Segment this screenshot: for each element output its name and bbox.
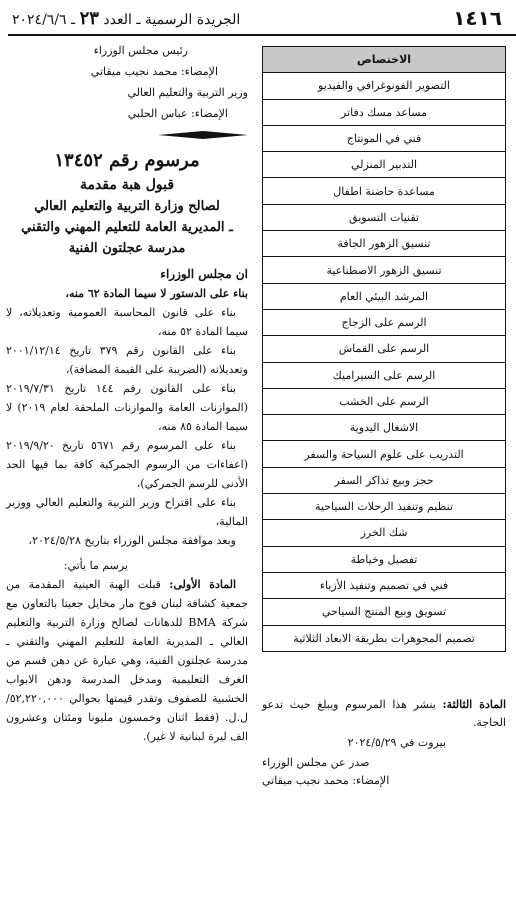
table-row [263,415,506,441]
specialty-cell: الاشغال اليدوية [263,415,506,441]
table-header: الاختصاص [263,47,506,73]
article1-label: المادة الأولى: [169,578,236,591]
header-rule [8,34,516,36]
gazette-title [12,8,240,29]
table-row [263,520,506,546]
basis-3: بناء على القانون رقم ١٤٤ تاريخ ٢٠١٩/٧/٣١ (الموازنات العامة والموازنات الملحقة لعام ٢٠١٩) لا سيما المادة ٨٥ منه، [6,382,249,433]
table-row [263,125,506,151]
table-row [263,204,506,230]
basis-1: بناء على قانون المحاسبة العمومية وتعديلاته، لا سيما المادة ٥٢ منه، [6,306,248,338]
article3-label: المادة الثالثة: [442,698,506,711]
page-number: ١٤١٦ [453,6,502,30]
specialty-cell: تسويق وبيع المنتج السياحي [263,599,506,625]
ornament-divider [158,130,248,140]
table-row [263,467,506,493]
decree-title-2: لصالح وزارة التربية والتعليم العالي [34,199,220,214]
basis-5: بناء على اقتراح وزير التربية والتعليم العالي ووزير المالية، [6,496,248,528]
specialty-cell: التدبير المنزلي [263,152,506,178]
specialty-cell: تنسيق الزهور الاصطناعية [263,257,506,283]
specialty-cell: التصوير الفونوغرافي والفيديو [263,73,506,99]
basis-constitution: بناء على الدستور لا سيما المادة ٦٢ منه، [65,287,248,300]
issue-date: ـ ٢٠٢٤/٦/٦ [12,12,76,28]
decree-title-3: ـ المديرية العامة للتعليم المهني والتقني [21,220,233,235]
minister-signature: الإمضاء: عباس الحلبي [127,107,228,120]
table-row [263,73,506,99]
specialty-cell: الرسم على السيراميك [263,362,506,388]
issued-by: صدر عن مجلس الوزراء [262,756,370,769]
table-row [263,441,506,467]
basis-4: بناء على المرسوم رقم ٥٦٧١ تاريخ ٢٠١٩/٩/٢٠ (اعفاءات من الرسوم الجمركية كافة بما فيها الحد الأدنى للرسم الجمركي)، [6,439,248,490]
specialty-cell: تقنيات التسويق [263,204,506,230]
table-row [263,99,506,125]
specialty-cell: المرشد البيئي العام [263,283,506,309]
left-column [6,40,248,746]
issue-number: ٢٣ [79,8,99,29]
table-row [263,231,506,257]
table-row [263,178,506,204]
article3-block [262,696,506,790]
specialty-cell: شك الخرز [263,520,506,546]
table-row [263,362,506,388]
pm-signature: الإمضاء: محمد نجيب ميقاتي [90,65,218,78]
specialty-cell: تنظيم وتنفيذ الرحلات السياحية [263,494,506,520]
basis-6: وبعد موافقة مجلس الوزراء بتاريخ ٢٠٢٤/٥/٢٨، [28,534,236,547]
table-row [263,309,506,335]
specialty-cell: مساعد مسك دفاتر [263,99,506,125]
article1 [6,575,248,746]
specialty-cell: حجز وبيع تذاكر السفر [263,467,506,493]
minister-title: وزير التربية والتعليم العالي [127,86,248,99]
specialty-cell: مساعدة حاضنة اطفال [263,178,506,204]
table-row [263,257,506,283]
article3 [262,696,506,732]
decree-number: مرسوم رقم ١٣٤٥٢ [54,150,200,171]
table-row [263,152,506,178]
specialty-cell: الرسم على الخشب [263,388,506,414]
specialties-table [262,46,506,652]
basis-2: بناء على القانون رقم ٣٧٩ تاريخ ٢٠٠١/١٢/١٤ وتعديلاته (الضريبة على القيمة المضافة)، [6,344,248,376]
specialty-cell: التدريب على علوم السياحة والسفر [263,441,506,467]
page-header [6,6,510,32]
table-row [263,388,506,414]
article3-text: ينشر هذا المرسوم ويبلغ حيث تدعو الحاجة. [262,698,506,729]
table-row [263,546,506,572]
specialty-cell: فني في المونتاج [263,125,506,151]
table-row [263,494,506,520]
table-row [263,625,506,651]
table-row [263,599,506,625]
decree-title-4: مدرسة عجلتون الفنية [68,241,186,256]
specialty-cell: فني في تصميم وتنفيذ الأزياء [263,572,506,598]
specialty-cell: تفصيل وخياطة [263,546,506,572]
specialty-cell: الرسم على القماش [263,336,506,362]
table-row [263,283,506,309]
decrees-line: يرسم ما يأتي: [63,559,128,572]
gazette-name: الجريدة الرسمية ـ العدد [103,12,241,28]
table-row [263,336,506,362]
article1-text: قبلت الهبة العينية المقدمة من جمعية كشافة لبنان فوج مار مخايل جعيتا بالتعاون مع شركة BMA للدهانات لصالح وزارة التربية والتعليم العالي ـ المديرية العامة للتعليم المهني والتقني ـ مدرسة عجلتون الفنية، وهي عبارة عن دهن قسم من الغرف التعليمية ومدخل المدرسة ودهن الابواب الخشبية للصفوف وتقدر قيمتها بحوالي ٥٢,٢٢٠,٠٠٠/ل.ل. (فقط اثنان وخمسون مليونا ومئتان وعشرون الف ليرة لبنانية لا غير). [6,578,248,743]
specialty-cell: الرسم على الزجاج [263,309,506,335]
specialty-cell: تنسيق الزهور الجافة [263,231,506,257]
specialty-cell: تصميم المجوهرات بطريقة الابعاد الثلاثية [263,625,506,651]
pm-title: رئيس مجلس الوزراء [93,44,188,57]
table-row [263,572,506,598]
signature: الإمضاء: محمد نجيب ميقاتي [262,774,390,787]
place-date: بيروت في ٢٠٢٤/٥/٢٩ [347,736,446,749]
decree-title-1: قبول هبة مقدمة [79,177,175,193]
council-heading: ان مجلس الوزراء [160,267,248,281]
